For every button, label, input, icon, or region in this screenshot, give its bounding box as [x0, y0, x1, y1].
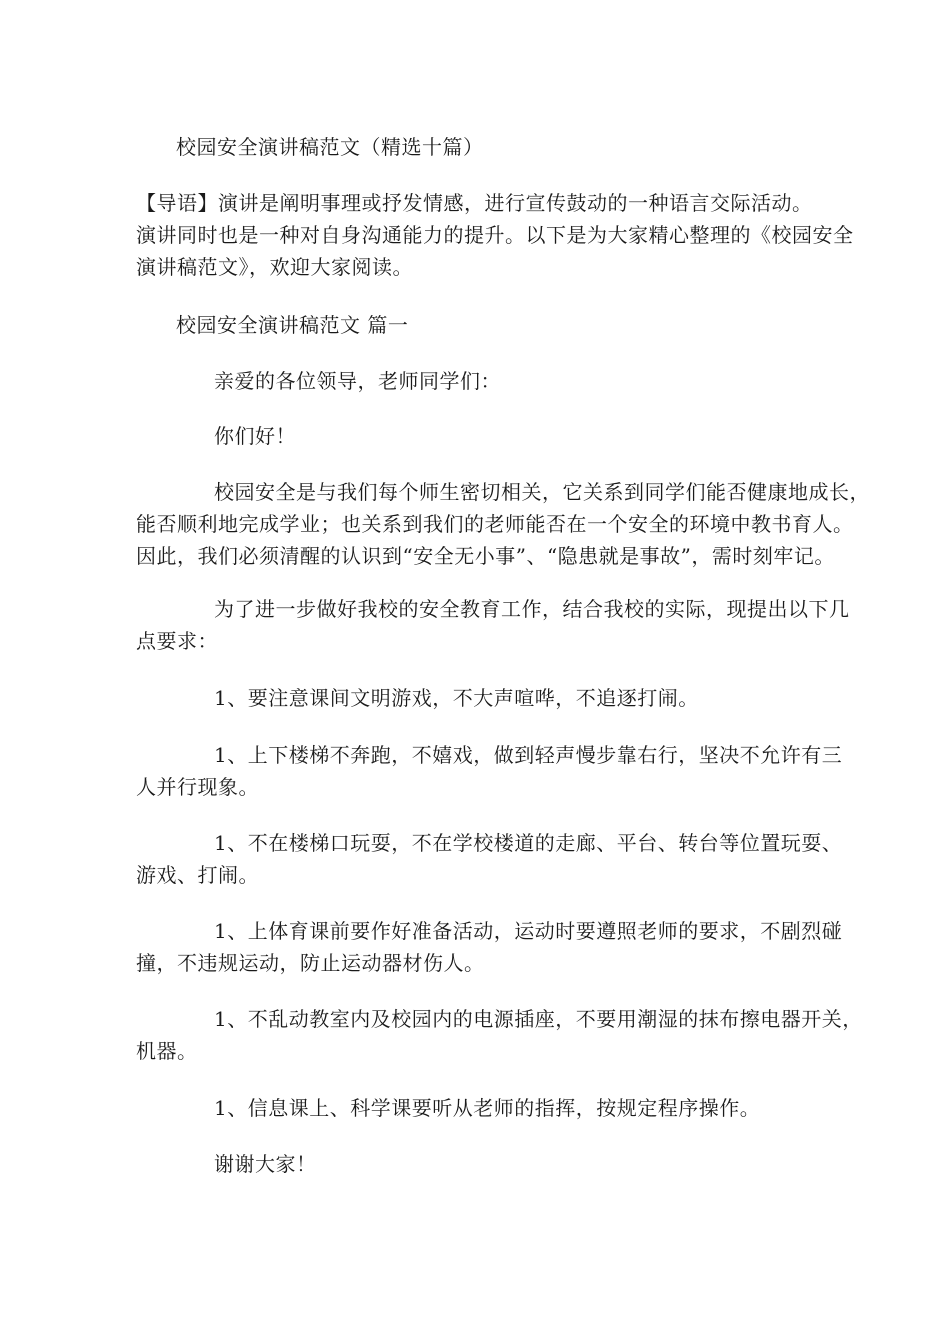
intro-line: 【导语】演讲是阐明事理或抒发情感，进行宣传鼓动的一种语言交际活动。 — [136, 191, 813, 215]
list-item-line: 撞，不违规运动，防止运动器材伤人。 — [136, 951, 485, 975]
list-item — [136, 915, 843, 979]
list-item-line: 人并行现象。 — [136, 775, 259, 799]
list-item — [136, 1003, 863, 1067]
list-item: 1、要注意课间文明游戏，不大声喧哗，不追逐打闹。 — [214, 686, 699, 710]
greeting: 你们好！ — [214, 424, 296, 448]
list-item-line: 1、上下楼梯不奔跑，不嬉戏，做到轻声慢步靠右行，坚决不允许有三 — [214, 743, 843, 767]
salutation: 亲爱的各位领导，老师同学们： — [214, 369, 501, 393]
list-item-line: 1、上体育课前要作好准备活动，运动时要遵照老师的要求，不剧烈碰 — [214, 919, 843, 943]
paragraph-line: 为了进一步做好我校的安全教育工作，结合我校的实际，现提出以下几 — [214, 597, 850, 621]
list-item-line: 机器。 — [136, 1039, 198, 1063]
list-item-line: 1、不乱动教室内及校园内的电源插座，不要用潮湿的抹布擦电器开关， — [214, 1007, 863, 1031]
intro-line: 演讲稿范文》，欢迎大家阅读。 — [136, 255, 413, 279]
list-item-line: 1、不在楼梯口玩耍，不在学校楼道的走廊、平台、转台等位置玩耍、 — [214, 831, 843, 855]
paragraph-line: 校园安全是与我们每个师生密切相关，它关系到同学们能否健康地成长， — [214, 480, 870, 504]
closing: 谢谢大家！ — [214, 1152, 317, 1176]
document-title: 校园安全演讲稿范文（精选十篇） — [176, 135, 484, 159]
intro-paragraph — [136, 187, 854, 283]
section-heading: 校园安全演讲稿范文 篇一 — [176, 313, 409, 337]
list-item — [136, 739, 843, 803]
list-item-line: 游戏、打闹。 — [136, 863, 259, 887]
list-item — [136, 827, 843, 891]
paragraph-line: 能否顺利地完成学业；也关系到我们的老师能否在一个安全的环境中教书育人。 — [136, 512, 854, 536]
paragraph-line: 点要求： — [136, 629, 218, 653]
body-paragraph-1 — [136, 476, 870, 572]
body-paragraph-2 — [136, 593, 850, 657]
list-item: 1、信息课上、科学课要听从老师的指挥，按规定程序操作。 — [214, 1096, 761, 1120]
paragraph-line: 因此，我们必须清醒的认识到“安全无小事”、“隐患就是事故”，需时刻牢记。 — [136, 544, 835, 568]
intro-line: 演讲同时也是一种对自身沟通能力的提升。以下是为大家精心整理的《校园安全 — [136, 223, 854, 247]
